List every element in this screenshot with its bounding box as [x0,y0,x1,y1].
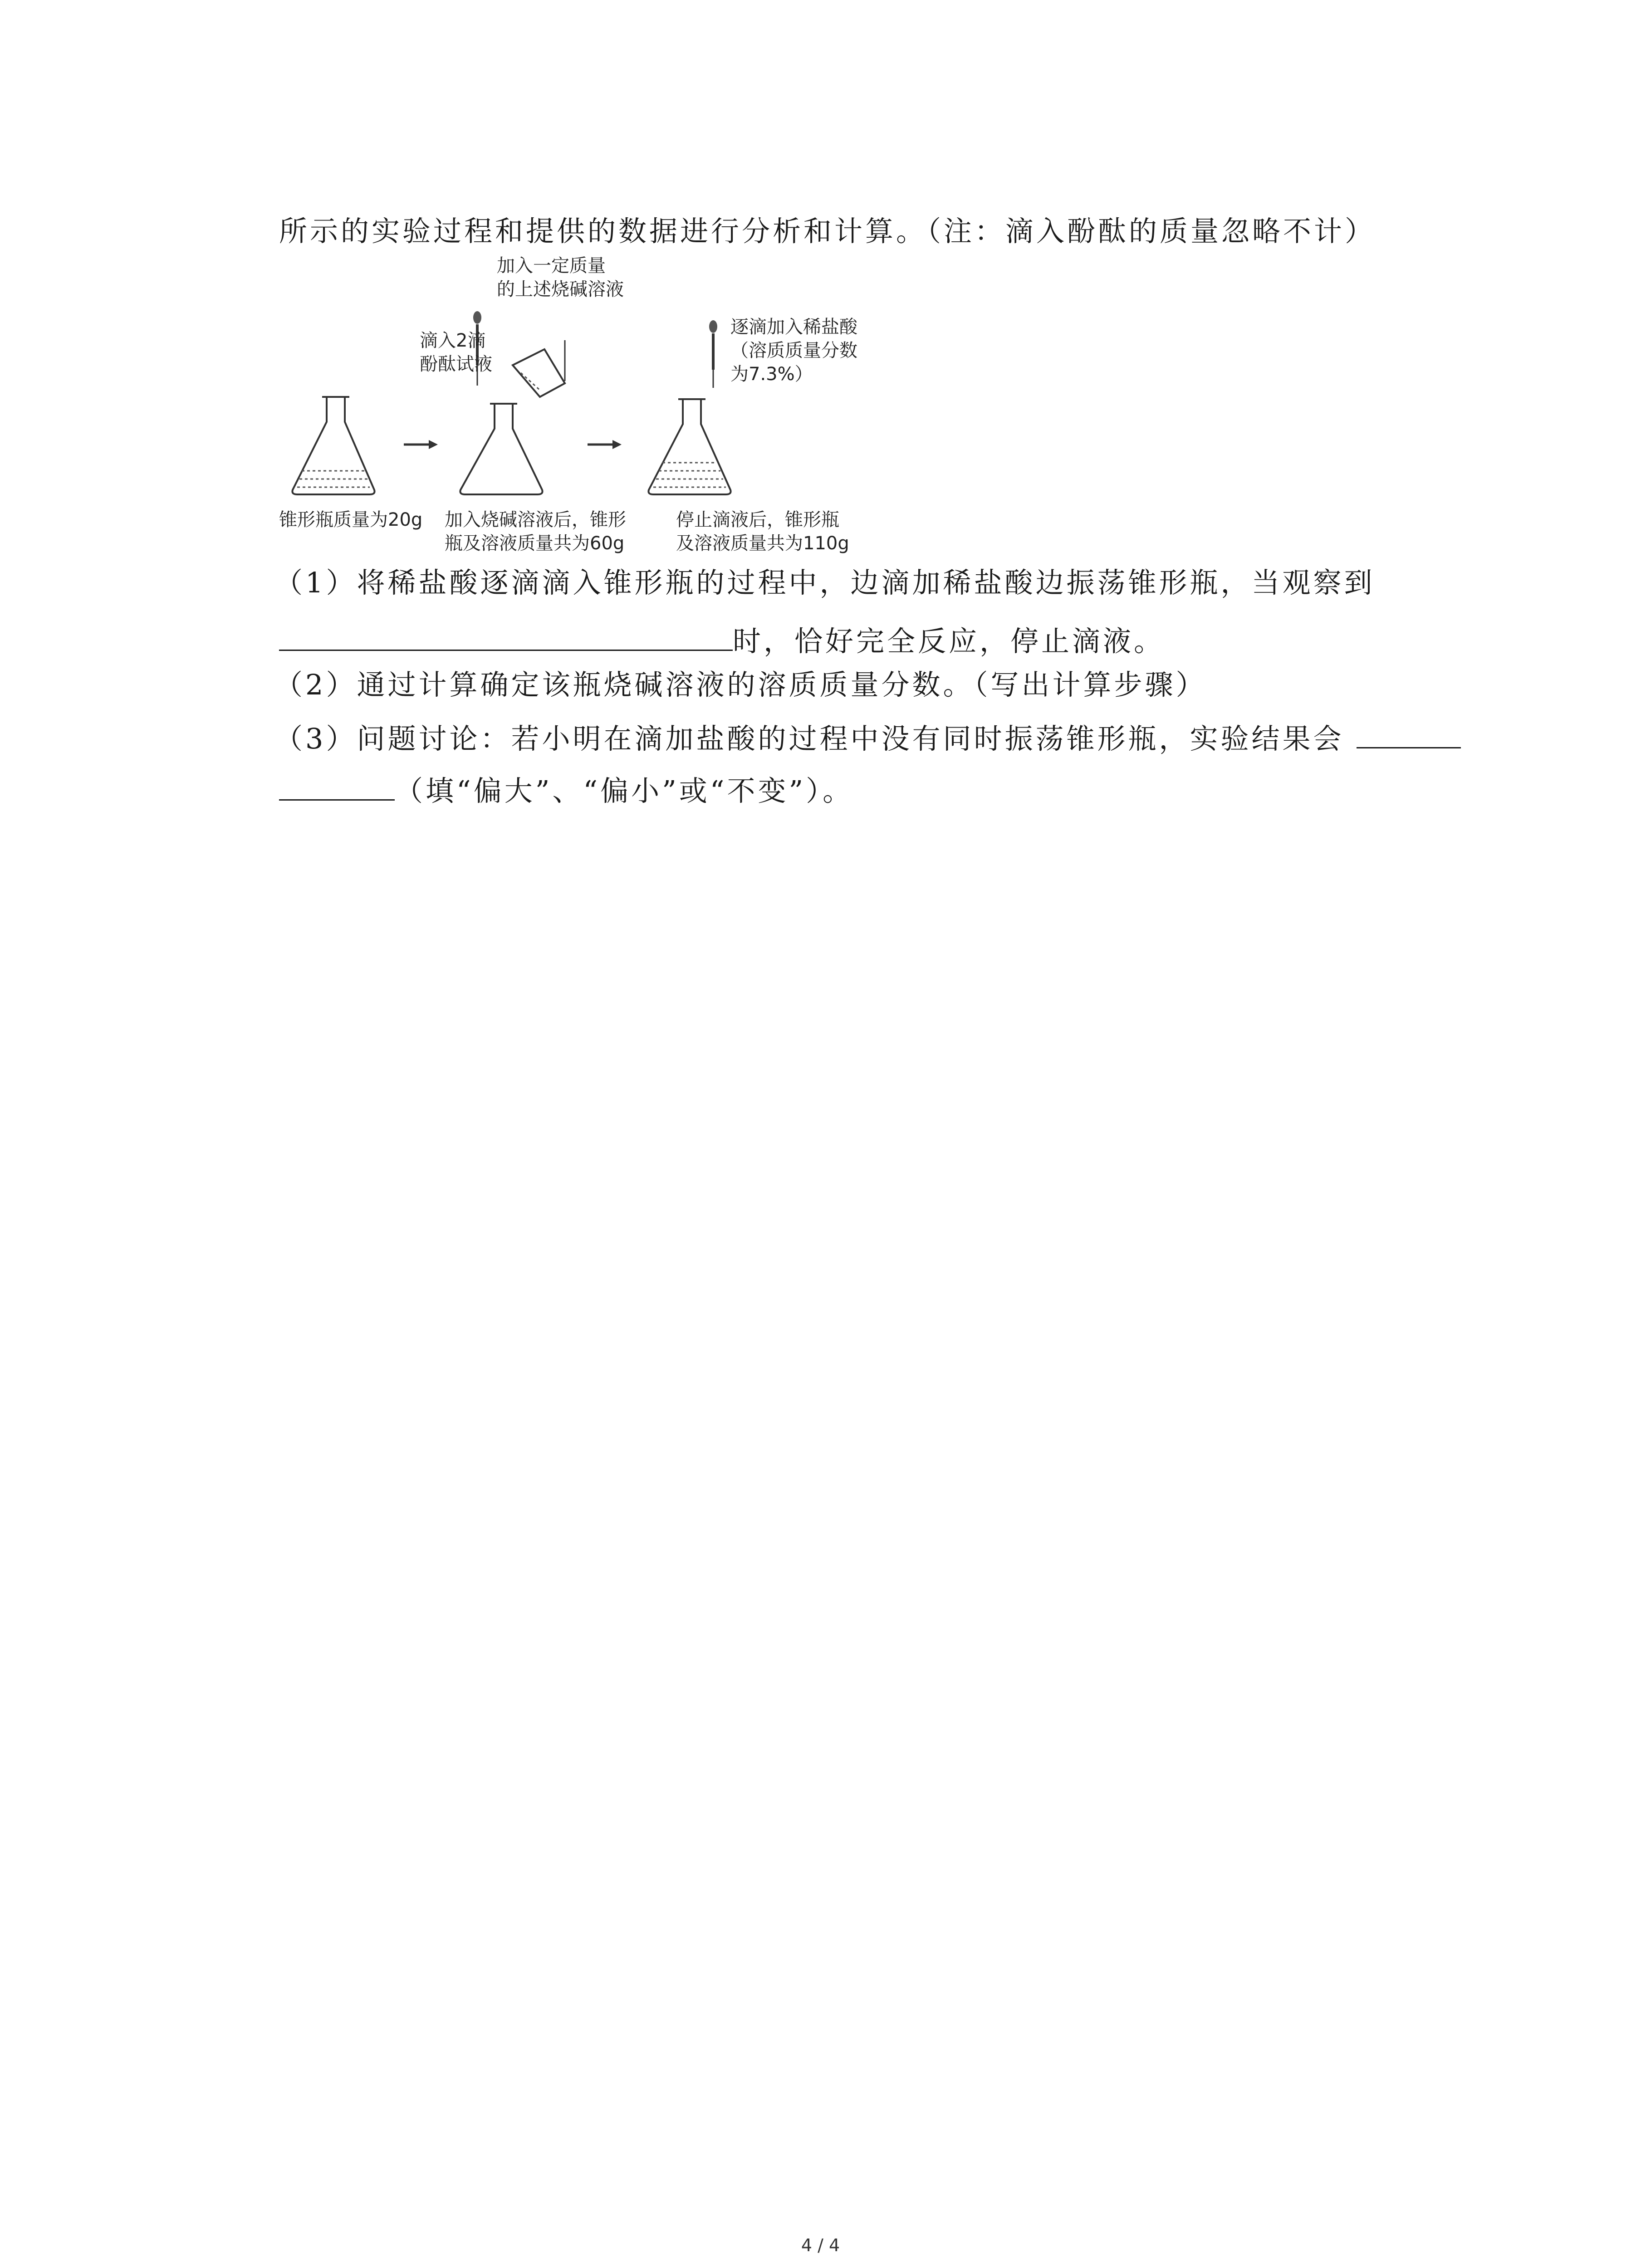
step3-top-label-2: （溶质质量分数 [730,340,857,361]
arrow-1-icon [404,440,438,449]
step2-top-label-2: 的上述烧碱溶液 [497,279,624,300]
step2-top-label-1: 加入一定质量 [497,255,606,276]
dropper-3-icon [709,320,717,388]
flask-1-icon [292,397,374,494]
step2-caption-2: 瓶及溶液质量共为60g [445,533,625,554]
question-3-line-1 [274,719,1461,757]
question-2: （2）通过计算确定该瓶烧碱溶液的溶质质量分数。（写出计算步骤） [274,668,1207,701]
intro-text: 所示的实验过程和提供的数据进行分析和计算。（注：滴入酚酞的质量忽略不计） [279,215,1376,248]
question-1-line-2 [279,621,1165,660]
step2-caption-1: 加入烧碱溶液后，锥形 [445,509,626,530]
beaker-icon [513,340,565,397]
step2-left-label-1: 滴入2滴 [420,330,486,351]
step3-top-label-3: 为7.3%） [730,364,813,385]
arrow-2-icon [588,440,622,449]
experiment-figure [272,254,907,562]
flask-2-icon [460,404,542,494]
question-3-tail: （填“偏大”、“偏小”或“不变”）。 [395,774,854,807]
answer-blank-2b[interactable] [279,771,395,801]
flask-3-icon [648,399,730,494]
question-3-text: （3）问题讨论：若小明在滴加盐酸的过程中没有同时振荡锥形瓶，实验结果会 [274,722,1344,755]
page-number: 4 / 4 [801,2235,840,2255]
step3-caption-1: 停止滴液后，锥形瓶 [676,509,839,530]
question-1-tail: 时，恰好完全反应，停止滴液。 [733,625,1165,658]
answer-blank-2a[interactable] [1357,719,1461,748]
step3-caption-2: 及溶液质量共为110g [676,533,849,554]
step2-left-label-2: 酚酞试液 [420,354,492,375]
step3-top-label-1: 逐滴加入稀盐酸 [730,317,857,337]
question-1-line-1: （1）将稀盐酸逐滴滴入锥形瓶的过程中，边滴加稀盐酸边振荡锥形瓶，当观察到 [274,566,1375,599]
answer-blank-1[interactable] [279,621,733,651]
question-3-line-2 [279,771,853,809]
step1-caption: 锥形瓶质量为20g [279,509,423,530]
